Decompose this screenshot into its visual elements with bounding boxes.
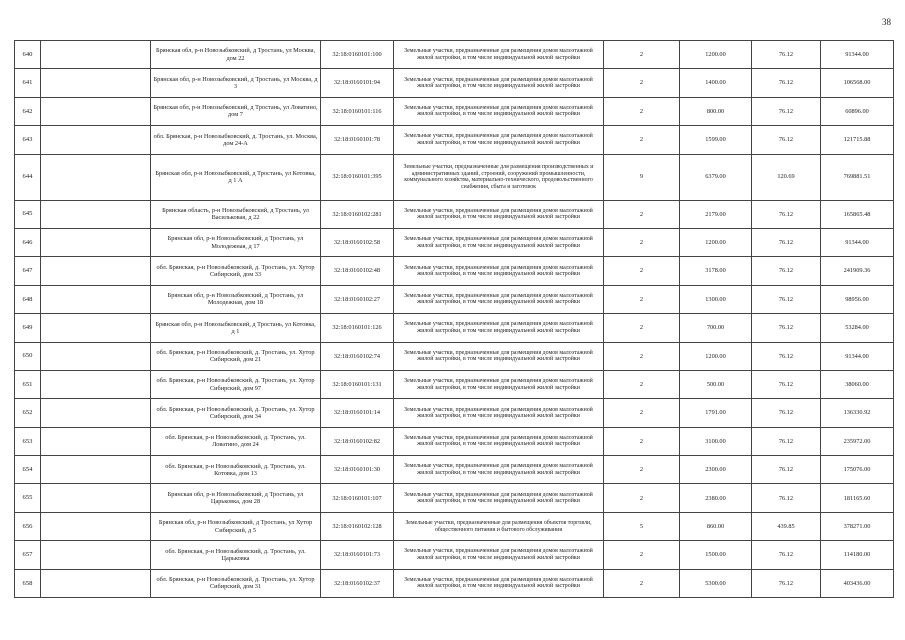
area-cell: 5300.00 xyxy=(680,569,752,597)
area-cell: 1500.00 xyxy=(680,541,752,569)
cadastral-value-cell: 121715.88 xyxy=(821,126,894,154)
cadastral-number-cell: 32:18:0160101:126 xyxy=(321,314,394,342)
cadastral-value-cell: 98956.00 xyxy=(821,285,894,313)
row-number-cell: 646 xyxy=(15,228,41,256)
row-number-cell: 655 xyxy=(15,484,41,512)
table-row xyxy=(15,41,894,69)
address-cell: обл. Брянская, р-н Новозыбковский, д. Тростань, ул. Хутор Сибирский, дом 21 xyxy=(151,342,321,370)
permitted-use-cell: Земельные участки, предназначенные для размещения домов малоэтажной жилой застройки, в том числе индивидуальной жилой застройки xyxy=(394,484,604,512)
blank-cell xyxy=(41,399,151,427)
table-row xyxy=(15,285,894,313)
area-cell: 6379.00 xyxy=(680,154,752,200)
cadastral-value-cell: 181165.60 xyxy=(821,484,894,512)
cadastral-value-cell: 91344.00 xyxy=(821,228,894,256)
address-cell: Брянская область, р-н Новозыбковский, д Тростань, ул Васильковая, д 22 xyxy=(151,200,321,228)
row-number-cell: 658 xyxy=(15,569,41,597)
use-group-cell: 2 xyxy=(604,41,680,69)
specific-value-cell: 76.12 xyxy=(752,541,821,569)
area-cell: 700.00 xyxy=(680,314,752,342)
specific-value-cell: 76.12 xyxy=(752,342,821,370)
cadastral-number-cell: 32:18:0160102:281 xyxy=(321,200,394,228)
row-number-cell: 654 xyxy=(15,456,41,484)
cadastral-value-cell: 403436.00 xyxy=(821,569,894,597)
cadastral-value-cell: 106568.00 xyxy=(821,69,894,97)
specific-value-cell: 76.12 xyxy=(752,200,821,228)
cadastral-number-cell: 32:18:0160102:82 xyxy=(321,427,394,455)
blank-cell xyxy=(41,41,151,69)
permitted-use-cell: Земельные участки, предназначенные для размещения домов малоэтажной жилой застройки, в том числе индивидуальной жилой застройки xyxy=(394,69,604,97)
blank-cell xyxy=(41,126,151,154)
area-cell: 1400.00 xyxy=(680,69,752,97)
permitted-use-cell: Земельные участки, предназначенные для размещения домов малоэтажной жилой застройки, в том числе индивидуальной жилой застройки xyxy=(394,370,604,398)
table-row xyxy=(15,97,894,125)
cadastral-number-cell: 32:18:0160101:395 xyxy=(321,154,394,200)
permitted-use-cell: Земельные участки, предназначенные для размещения домов малоэтажной жилой застройки, в том числе индивидуальной жилой застройки xyxy=(394,456,604,484)
address-cell: обл. Брянская, р-н Новозыбковский, д. Тростань, ул. Хутор Сибирский, дом 97 xyxy=(151,370,321,398)
area-cell: 2380.00 xyxy=(680,484,752,512)
cadastral-value-cell: 241909.36 xyxy=(821,257,894,285)
cadastral-number-cell: 32:18:0160101:100 xyxy=(321,41,394,69)
row-number-cell: 648 xyxy=(15,285,41,313)
permitted-use-cell: Земельные участки, предназначенные для размещения домов малоэтажной жилой застройки, в том числе индивидуальной жилой застройки xyxy=(394,399,604,427)
cadastral-value-cell: 91344.00 xyxy=(821,342,894,370)
cadastral-value-cell: 165865.48 xyxy=(821,200,894,228)
blank-cell xyxy=(41,427,151,455)
use-group-cell: 2 xyxy=(604,285,680,313)
area-cell: 1599.00 xyxy=(680,126,752,154)
blank-cell xyxy=(41,484,151,512)
cadastral-number-cell: 32:18:0160101:14 xyxy=(321,399,394,427)
cadastral-value-cell: 235972.00 xyxy=(821,427,894,455)
specific-value-cell: 76.12 xyxy=(752,456,821,484)
cadastral-value-cell: 53284.00 xyxy=(821,314,894,342)
row-number-cell: 649 xyxy=(15,314,41,342)
specific-value-cell: 120.69 xyxy=(752,154,821,200)
address-cell: Брянская обл, р-н Новозыбковский, д Тростань, ул Москва, дом 22 xyxy=(151,41,321,69)
table-row xyxy=(15,512,894,540)
specific-value-cell: 76.12 xyxy=(752,97,821,125)
cadastral-number-cell: 32:18:0160102:58 xyxy=(321,228,394,256)
address-cell: Брянская обл, р-н Новозыбковский, д Тростань, ул Хутор Сибирский, д 5 xyxy=(151,512,321,540)
cadastral-number-cell: 32:18:0160102:48 xyxy=(321,257,394,285)
blank-cell xyxy=(41,97,151,125)
address-cell: обл. Брянская, р-н Новозыбковский, д. Тростань, ул. Ловатино, дом 24 xyxy=(151,427,321,455)
specific-value-cell: 76.12 xyxy=(752,228,821,256)
row-number-cell: 643 xyxy=(15,126,41,154)
table-row xyxy=(15,342,894,370)
address-cell: Брянская обл, р-н Новозыбковский, д Тростань, ул Молодежная, дом 18 xyxy=(151,285,321,313)
use-group-cell: 2 xyxy=(604,257,680,285)
address-cell: обл. Брянская, р-н Новозыбковский, д. Тростань, ул. Котовка, дом 13 xyxy=(151,456,321,484)
table-row xyxy=(15,569,894,597)
cadastral-number-cell: 32:18:0160101:78 xyxy=(321,126,394,154)
specific-value-cell: 439.85 xyxy=(752,512,821,540)
blank-cell xyxy=(41,200,151,228)
blank-cell xyxy=(41,541,151,569)
specific-value-cell: 76.12 xyxy=(752,285,821,313)
use-group-cell: 2 xyxy=(604,228,680,256)
use-group-cell: 2 xyxy=(604,427,680,455)
permitted-use-cell: Земельные участки, предназначенные для размещения производственных и административных зданий, строений, сооружений промышленности, коммунального хозяйства, материально-технического, продовольственного снабжения, сбыта и заготовок xyxy=(394,154,604,200)
specific-value-cell: 76.12 xyxy=(752,69,821,97)
address-cell: Брянская обл, р-н Новозыбковский, д Тростань, ул Котовка, д 1 А xyxy=(151,154,321,200)
address-cell: обл. Брянская, р-н Новозыбковский, д. Тростань, ул. Царьковка xyxy=(151,541,321,569)
use-group-cell: 2 xyxy=(604,342,680,370)
specific-value-cell: 76.12 xyxy=(752,370,821,398)
row-number-cell: 653 xyxy=(15,427,41,455)
use-group-cell: 5 xyxy=(604,512,680,540)
permitted-use-cell: Земельные участки, предназначенные для размещения домов малоэтажной жилой застройки, в том числе индивидуальной жилой застройки xyxy=(394,200,604,228)
specific-value-cell: 76.12 xyxy=(752,484,821,512)
permitted-use-cell: Земельные участки, предназначенные для размещения домов малоэтажной жилой застройки, в том числе индивидуальной жилой застройки xyxy=(394,228,604,256)
table-body xyxy=(15,41,894,598)
cadastral-value-cell: 769881.51 xyxy=(821,154,894,200)
address-cell: обл. Брянская, р-н Новозыбковский, д. Тростань, ул. Хутор Сибирский, дом 33 xyxy=(151,257,321,285)
permitted-use-cell: Земельные участки, предназначенные для размещения домов малоэтажной жилой застройки, в том числе индивидуальной жилой застройки xyxy=(394,541,604,569)
permitted-use-cell: Земельные участки, предназначенные для размещения домов малоэтажной жилой застройки, в том числе индивидуальной жилой застройки xyxy=(394,41,604,69)
use-group-cell: 2 xyxy=(604,314,680,342)
row-number-cell: 640 xyxy=(15,41,41,69)
address-cell: Брянская обл, р-н Новозыбковский, д Тростань, ул Ловатино, дом 7 xyxy=(151,97,321,125)
table-row xyxy=(15,370,894,398)
permitted-use-cell: Земельные участки, предназначенные для размещения домов малоэтажной жилой застройки, в том числе индивидуальной жилой застройки xyxy=(394,427,604,455)
use-group-cell: 2 xyxy=(604,126,680,154)
address-cell: обл. Брянская, р-н Новозыбковский, д. Тростань, ул. Москва, дом 24-А xyxy=(151,126,321,154)
cadastral-number-cell: 32:18:0160102:74 xyxy=(321,342,394,370)
table-row xyxy=(15,69,894,97)
cadastral-value-cell: 175076.00 xyxy=(821,456,894,484)
cadastral-number-cell: 32:18:0160102:128 xyxy=(321,512,394,540)
row-number-cell: 651 xyxy=(15,370,41,398)
address-cell: Брянская обл, р-н Новозыбковский, д Тростань, ул Москва, д 3 xyxy=(151,69,321,97)
permitted-use-cell: Земельные участки, предназначенные для размещения домов малоэтажной жилой застройки, в том числе индивидуальной жилой застройки xyxy=(394,285,604,313)
use-group-cell: 2 xyxy=(604,370,680,398)
table-row xyxy=(15,200,894,228)
specific-value-cell: 76.12 xyxy=(752,427,821,455)
address-cell: Брянская обл, р-н Новозыбковский, д Тростань, ул Молодежная, д 17 xyxy=(151,228,321,256)
area-cell: 500.00 xyxy=(680,370,752,398)
row-number-cell: 656 xyxy=(15,512,41,540)
blank-cell xyxy=(41,569,151,597)
cadastral-number-cell: 32:18:0160102:27 xyxy=(321,285,394,313)
permitted-use-cell: Земельные участки, предназначенные для размещения объектов торговли, общественного питания и бытового обслуживания xyxy=(394,512,604,540)
table-row xyxy=(15,154,894,200)
area-cell: 1300.00 xyxy=(680,285,752,313)
cadastral-number-cell: 32:18:0160101:94 xyxy=(321,69,394,97)
row-number-cell: 641 xyxy=(15,69,41,97)
permitted-use-cell: Земельные участки, предназначенные для размещения домов малоэтажной жилой застройки, в том числе индивидуальной жилой застройки xyxy=(394,97,604,125)
cadastral-number-cell: 32:18:0160101:116 xyxy=(321,97,394,125)
specific-value-cell: 76.12 xyxy=(752,399,821,427)
cadastral-number-cell: 32:18:0160101:30 xyxy=(321,456,394,484)
area-cell: 1200.00 xyxy=(680,228,752,256)
row-number-cell: 652 xyxy=(15,399,41,427)
specific-value-cell: 76.12 xyxy=(752,569,821,597)
table-row xyxy=(15,126,894,154)
table-row xyxy=(15,427,894,455)
use-group-cell: 2 xyxy=(604,484,680,512)
area-cell: 2179.00 xyxy=(680,200,752,228)
permitted-use-cell: Земельные участки, предназначенные для размещения домов малоэтажной жилой застройки, в том числе индивидуальной жилой застройки xyxy=(394,569,604,597)
address-cell: обл. Брянская, р-н Новозыбковский, д. Тростань, ул. Хутор Сибирский, дом 31 xyxy=(151,569,321,597)
table-row xyxy=(15,456,894,484)
blank-cell xyxy=(41,228,151,256)
table-row xyxy=(15,484,894,512)
blank-cell xyxy=(41,285,151,313)
table-row xyxy=(15,257,894,285)
cadastral-number-cell: 32:18:0160101:131 xyxy=(321,370,394,398)
specific-value-cell: 76.12 xyxy=(752,257,821,285)
use-group-cell: 2 xyxy=(604,200,680,228)
row-number-cell: 645 xyxy=(15,200,41,228)
blank-cell xyxy=(41,456,151,484)
row-number-cell: 644 xyxy=(15,154,41,200)
cadastral-value-cell: 136330.92 xyxy=(821,399,894,427)
row-number-cell: 650 xyxy=(15,342,41,370)
area-cell: 800.00 xyxy=(680,97,752,125)
blank-cell xyxy=(41,257,151,285)
page-number: 38 xyxy=(882,17,891,27)
table-row xyxy=(15,228,894,256)
use-group-cell: 2 xyxy=(604,569,680,597)
row-number-cell: 642 xyxy=(15,97,41,125)
address-cell: Брянская обл, р-н Новозыбковский, д Тростань, ул Котовка, д 1 xyxy=(151,314,321,342)
area-cell: 1791.00 xyxy=(680,399,752,427)
permitted-use-cell: Земельные участки, предназначенные для размещения домов малоэтажной жилой застройки, в том числе индивидуальной жилой застройки xyxy=(394,314,604,342)
use-group-cell: 2 xyxy=(604,69,680,97)
permitted-use-cell: Земельные участки, предназначенные для размещения домов малоэтажной жилой застройки, в том числе индивидуальной жилой застройки xyxy=(394,342,604,370)
specific-value-cell: 76.12 xyxy=(752,126,821,154)
cadastral-number-cell: 32:18:0160102:37 xyxy=(321,569,394,597)
table-row xyxy=(15,541,894,569)
table-row xyxy=(15,399,894,427)
cadastral-number-cell: 32:18:0160101:107 xyxy=(321,484,394,512)
cadastral-value-cell: 91344.00 xyxy=(821,41,894,69)
blank-cell xyxy=(41,69,151,97)
permitted-use-cell: Земельные участки, предназначенные для размещения домов малоэтажной жилой застройки, в том числе индивидуальной жилой застройки xyxy=(394,257,604,285)
permitted-use-cell: Земельные участки, предназначенные для размещения домов малоэтажной жилой застройки, в том числе индивидуальной жилой застройки xyxy=(394,126,604,154)
row-number-cell: 647 xyxy=(15,257,41,285)
blank-cell xyxy=(41,314,151,342)
cadastral-value-cell: 38060.00 xyxy=(821,370,894,398)
area-cell: 1200.00 xyxy=(680,342,752,370)
area-cell: 3178.00 xyxy=(680,257,752,285)
row-number-cell: 657 xyxy=(15,541,41,569)
specific-value-cell: 76.12 xyxy=(752,41,821,69)
use-group-cell: 9 xyxy=(604,154,680,200)
blank-cell xyxy=(41,154,151,200)
use-group-cell: 2 xyxy=(604,97,680,125)
blank-cell xyxy=(41,370,151,398)
use-group-cell: 2 xyxy=(604,541,680,569)
blank-cell xyxy=(41,342,151,370)
blank-cell xyxy=(41,512,151,540)
use-group-cell: 2 xyxy=(604,399,680,427)
area-cell: 2300.00 xyxy=(680,456,752,484)
cadastral-value-cell: 114180.00 xyxy=(821,541,894,569)
land-parcel-table xyxy=(14,40,894,598)
cadastral-value-cell: 378271.00 xyxy=(821,512,894,540)
address-cell: Брянская обл, р-н Новозыбковский, д Тростань, ул Царьковка, дом 28 xyxy=(151,484,321,512)
address-cell: обл. Брянская, р-н Новозыбковский, д. Тростань, ул. Хутор Сибирский, дом 34 xyxy=(151,399,321,427)
cadastral-number-cell: 32:18:0160101:73 xyxy=(321,541,394,569)
specific-value-cell: 76.12 xyxy=(752,314,821,342)
cadastral-value-cell: 60896.00 xyxy=(821,97,894,125)
use-group-cell: 2 xyxy=(604,456,680,484)
area-cell: 3100.00 xyxy=(680,427,752,455)
table-row xyxy=(15,314,894,342)
area-cell: 860.00 xyxy=(680,512,752,540)
area-cell: 1200.00 xyxy=(680,41,752,69)
